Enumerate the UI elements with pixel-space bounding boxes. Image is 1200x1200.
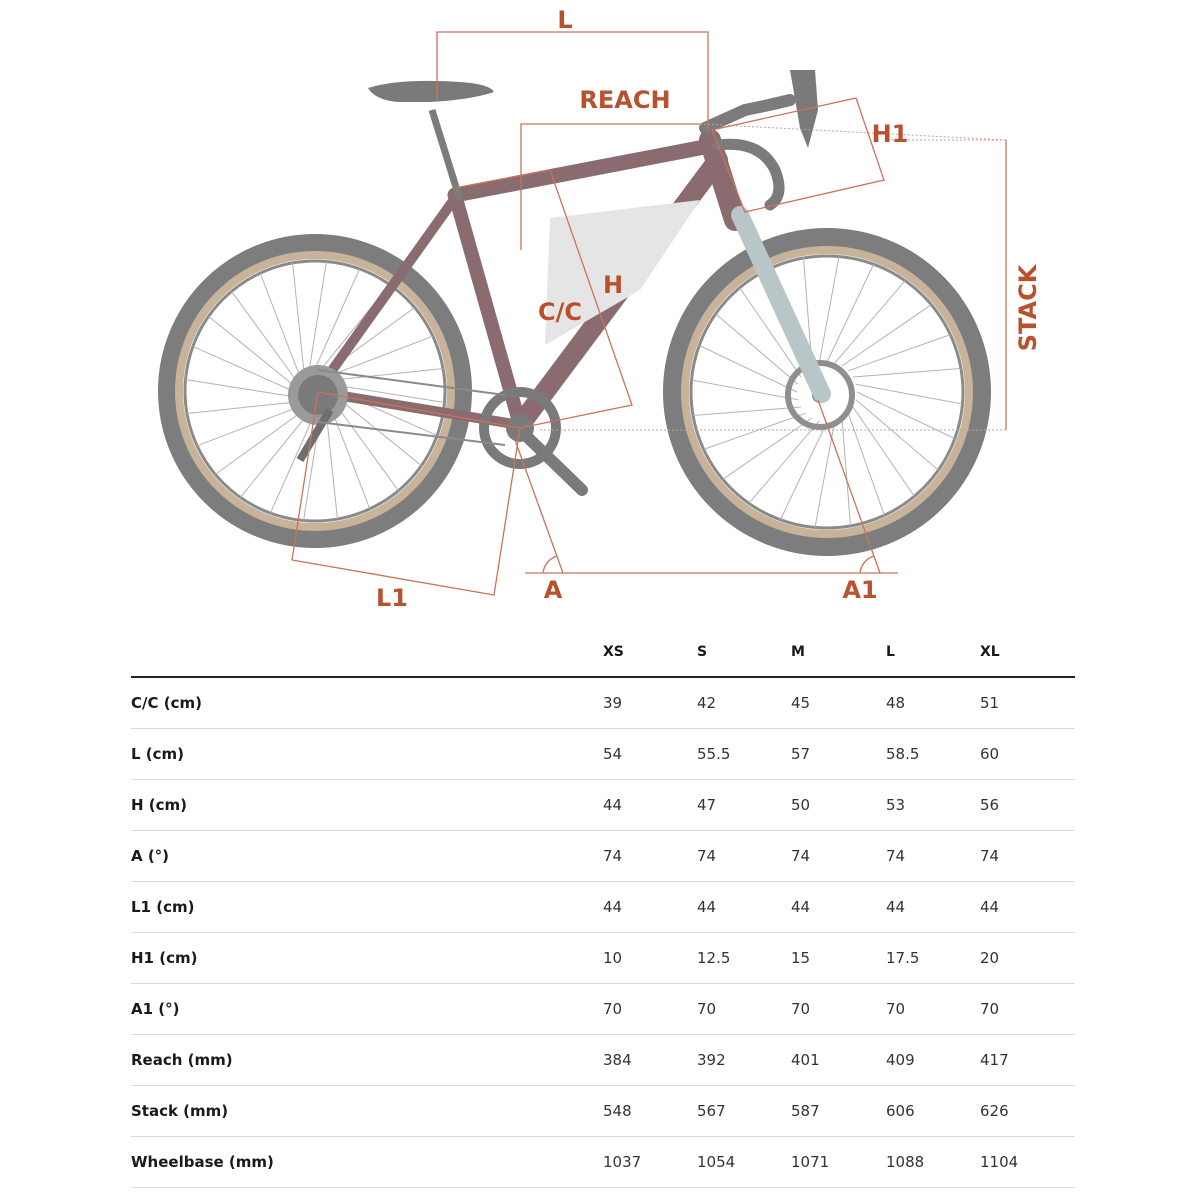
cell-s: 567 <box>697 1086 791 1137</box>
cell-s: 42 <box>697 677 791 729</box>
table-row <box>131 1035 1075 1086</box>
table-row <box>131 933 1075 984</box>
spoke <box>827 264 874 362</box>
spoke <box>857 392 955 439</box>
cell-xl: 60 <box>980 729 1075 780</box>
cell-m: 45 <box>791 677 886 729</box>
spoke <box>856 400 938 470</box>
cell-xl: 74 <box>980 831 1075 882</box>
spoke <box>293 263 304 372</box>
spoke <box>270 413 315 513</box>
spoke <box>749 421 819 503</box>
row-label: Wheelbase (mm) <box>131 1137 603 1188</box>
dim-label-a1: A1 <box>842 576 878 604</box>
table-row <box>131 677 1075 729</box>
cell-l: 53 <box>886 780 980 831</box>
spoke <box>232 291 296 380</box>
cell-xl: 70 <box>980 984 1075 1035</box>
cell-xl: 626 <box>980 1086 1075 1137</box>
cell-xs: 39 <box>603 677 697 729</box>
row-label: H (cm) <box>131 780 603 831</box>
dim-label-reach: REACH <box>579 86 671 114</box>
spoke <box>309 262 326 370</box>
spoke <box>848 335 950 371</box>
table-row <box>131 780 1075 831</box>
spoke <box>186 380 294 397</box>
spoke <box>260 273 299 375</box>
spoke <box>326 410 337 519</box>
table-row <box>131 882 1075 933</box>
cell-m: 401 <box>791 1035 886 1086</box>
cell-s: 12.5 <box>697 933 791 984</box>
spoke <box>819 257 839 363</box>
cell-xs: 10 <box>603 933 697 984</box>
row-label: C/C (cm) <box>131 677 603 729</box>
spoke <box>853 369 961 377</box>
dim-label-cc: C/C <box>538 298 582 326</box>
column-header-label <box>131 628 603 677</box>
cell-s: 74 <box>697 831 791 882</box>
dim-label-h1: H1 <box>871 120 909 148</box>
cell-m: 44 <box>791 882 886 933</box>
dim-label-l1: L1 <box>376 584 408 612</box>
cell-m: 74 <box>791 831 886 882</box>
cell-m: 587 <box>791 1086 886 1137</box>
dim-label-a: A <box>543 576 563 604</box>
row-label: Reach (mm) <box>131 1035 603 1086</box>
cell-xl: 44 <box>980 882 1075 933</box>
cell-l: 606 <box>886 1086 980 1137</box>
column-header-s: S <box>697 628 791 677</box>
spoke <box>331 407 370 509</box>
cell-l: 74 <box>886 831 980 882</box>
cell-xl: 1104 <box>980 1137 1075 1188</box>
row-label: Stack (mm) <box>131 1086 603 1137</box>
row-label: H1 (cm) <box>131 933 603 984</box>
cell-s: 392 <box>697 1035 791 1086</box>
geometry-table <box>131 628 1075 1188</box>
cell-m: 1071 <box>791 1137 886 1188</box>
table-body <box>131 677 1075 1188</box>
cell-xl: 56 <box>980 780 1075 831</box>
cell-xl: 417 <box>980 1035 1075 1086</box>
cell-m: 50 <box>791 780 886 831</box>
cell-l: 58.5 <box>886 729 980 780</box>
row-label: L1 (cm) <box>131 882 603 933</box>
cell-xs: 74 <box>603 831 697 882</box>
spoke <box>197 407 299 446</box>
column-header-m: M <box>791 628 886 677</box>
cell-xs: 1037 <box>603 1137 697 1188</box>
table-row <box>131 831 1075 882</box>
cell-xs: 384 <box>603 1035 697 1086</box>
dim-label-h: H <box>602 271 624 299</box>
cell-s: 44 <box>697 882 791 933</box>
cell-xs: 548 <box>603 1086 697 1137</box>
spoke <box>193 346 293 391</box>
row-label: L (cm) <box>131 729 603 780</box>
table-row <box>131 1137 1075 1188</box>
cell-s: 70 <box>697 984 791 1035</box>
spoke <box>215 410 304 474</box>
dim-label-stack: STACK <box>1014 264 1042 352</box>
spoke <box>315 269 360 369</box>
column-header-xs: XS <box>603 628 697 677</box>
cell-xs: 44 <box>603 780 697 831</box>
spoke <box>704 413 806 449</box>
spoke <box>699 345 797 392</box>
table-row <box>131 729 1075 780</box>
spoke <box>334 402 398 491</box>
column-header-xl: XL <box>980 628 1075 677</box>
spoke <box>835 281 905 363</box>
spoke <box>693 407 801 415</box>
table-row <box>131 984 1075 1035</box>
cell-xl: 51 <box>980 677 1075 729</box>
cell-s: 47 <box>697 780 791 831</box>
cell-xs: 70 <box>603 984 697 1035</box>
cell-m: 57 <box>791 729 886 780</box>
column-header-l: L <box>886 628 980 677</box>
spoke <box>856 384 962 404</box>
dim-label-l: L <box>557 6 573 34</box>
row-label: A (°) <box>131 831 603 882</box>
cell-s: 1054 <box>697 1137 791 1188</box>
spoke <box>780 422 827 520</box>
cell-l: 1088 <box>886 1137 980 1188</box>
cell-l: 409 <box>886 1035 980 1086</box>
row-label: A1 (°) <box>131 984 603 1035</box>
spoke <box>187 402 296 413</box>
table-row <box>131 1086 1075 1137</box>
cell-xl: 20 <box>980 933 1075 984</box>
cell-s: 55.5 <box>697 729 791 780</box>
cell-m: 70 <box>791 984 886 1035</box>
cell-l: 17.5 <box>886 933 980 984</box>
cell-xs: 54 <box>603 729 697 780</box>
table-header-row <box>131 628 1075 677</box>
cell-xs: 44 <box>603 882 697 933</box>
cell-l: 44 <box>886 882 980 933</box>
cell-l: 48 <box>886 677 980 729</box>
spoke <box>692 380 798 400</box>
cell-m: 15 <box>791 933 886 984</box>
cell-l: 70 <box>886 984 980 1035</box>
